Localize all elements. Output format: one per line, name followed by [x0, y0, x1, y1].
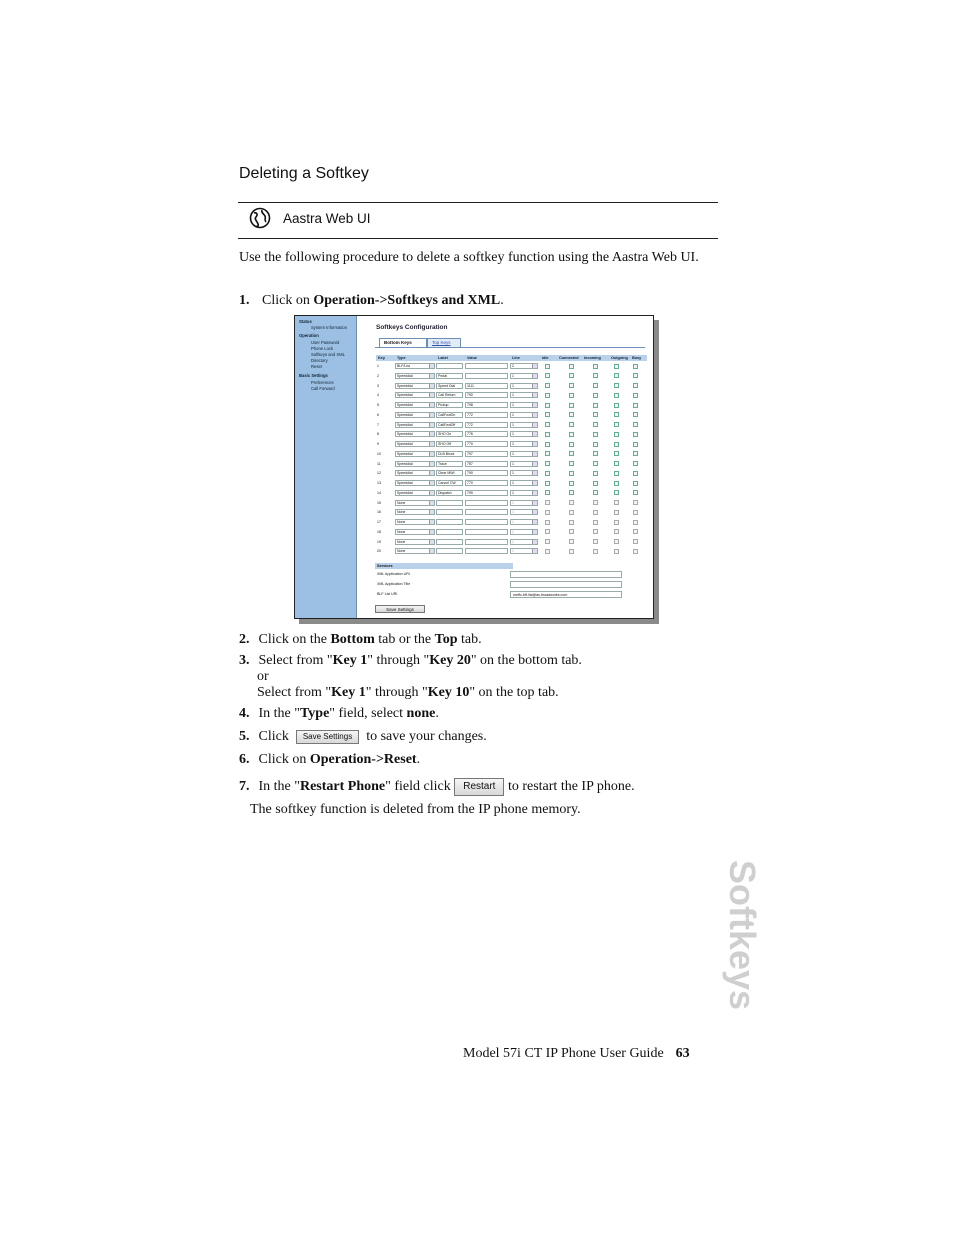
state-checkbox[interactable]	[614, 412, 619, 417]
line-select[interactable]: 1	[510, 441, 538, 447]
label-input[interactable]: Trace	[436, 461, 463, 467]
state-checkbox[interactable]	[593, 461, 598, 466]
type-select[interactable]: Speeddial	[395, 470, 435, 476]
state-checkbox[interactable]	[545, 364, 550, 369]
state-checkbox[interactable]	[614, 539, 619, 544]
type-select[interactable]: None	[395, 519, 435, 525]
value-input[interactable]	[465, 373, 508, 379]
bottom-rule	[238, 238, 718, 239]
value-input[interactable]	[465, 500, 508, 506]
state-checkbox[interactable]	[569, 490, 574, 495]
key-number: 18	[377, 529, 381, 534]
state-checkbox[interactable]	[633, 549, 638, 554]
state-checkbox[interactable]	[633, 490, 638, 495]
line-select[interactable]: 1	[510, 529, 538, 535]
state-checkbox[interactable]	[569, 442, 574, 447]
column-header: Busy	[630, 355, 647, 361]
state-checkbox[interactable]	[593, 510, 598, 515]
value-input[interactable]: 790	[465, 470, 508, 476]
type-select[interactable]: Speeddial	[395, 461, 435, 467]
chevron-down-icon[interactable]	[532, 442, 537, 446]
line-select[interactable]: 1	[510, 548, 538, 554]
label-input[interactable]	[436, 548, 463, 554]
state-checkbox[interactable]	[633, 481, 638, 486]
type-select[interactable]: Speeddial	[395, 402, 435, 408]
chevron-down-icon[interactable]	[532, 374, 537, 378]
state-checkbox[interactable]	[633, 529, 638, 534]
state-checkbox[interactable]	[633, 451, 638, 456]
nav-item[interactable]: Call Forward	[311, 386, 335, 391]
state-checkbox[interactable]	[614, 471, 619, 476]
type-select[interactable]: Speeddial	[395, 431, 435, 437]
state-checkbox[interactable]	[614, 481, 619, 486]
state-checkbox[interactable]	[593, 520, 598, 525]
chevron-down-icon[interactable]	[429, 491, 434, 495]
label-input[interactable]: Dispatch	[436, 490, 463, 496]
value-input[interactable]	[465, 363, 508, 369]
state-checkbox[interactable]	[614, 432, 619, 437]
state-checkbox[interactable]	[593, 490, 598, 495]
state-checkbox[interactable]	[569, 481, 574, 486]
type-select[interactable]: None	[395, 500, 435, 506]
chevron-down-icon[interactable]	[429, 510, 434, 514]
state-checkbox[interactable]	[593, 529, 598, 534]
chevron-down-icon[interactable]	[429, 530, 434, 534]
state-checkbox[interactable]	[633, 373, 638, 378]
type-select[interactable]: None	[395, 529, 435, 535]
value-input[interactable]	[465, 548, 508, 554]
key-number: 5	[377, 403, 379, 407]
value-input[interactable]	[465, 529, 508, 535]
chevron-down-icon[interactable]	[429, 481, 434, 485]
line-select[interactable]: 1	[510, 470, 538, 476]
state-checkbox[interactable]	[614, 422, 619, 427]
chevron-down-icon[interactable]	[532, 520, 537, 524]
chevron-down-icon[interactable]	[532, 393, 537, 397]
chevron-down-icon[interactable]	[532, 432, 537, 436]
state-checkbox[interactable]	[545, 549, 550, 554]
state-checkbox[interactable]	[569, 403, 574, 408]
line-select[interactable]: 1	[510, 519, 538, 525]
line-select[interactable]: 1	[510, 392, 538, 398]
value-input[interactable]: 757	[465, 461, 508, 467]
state-checkbox[interactable]	[545, 451, 550, 456]
label-input[interactable]: DLB Block	[436, 451, 463, 457]
screenshot-nav	[295, 316, 357, 618]
type-select[interactable]: Speeddial	[395, 441, 435, 447]
state-checkbox[interactable]	[593, 539, 598, 544]
column-header: Connected	[557, 355, 583, 361]
state-checkbox[interactable]	[593, 403, 598, 408]
state-checkbox[interactable]	[593, 432, 598, 437]
nav-item[interactable]: Operation	[299, 333, 319, 338]
line-select[interactable]: 1	[510, 422, 538, 428]
line-select[interactable]: 1	[510, 431, 538, 437]
step-6: 6. Click on Operation->Reset.	[239, 752, 421, 767]
key-number: 11	[377, 461, 381, 466]
key-number: 17	[377, 520, 381, 524]
state-checkbox[interactable]	[633, 364, 638, 369]
line-select[interactable]: 1	[510, 373, 538, 379]
label-input[interactable]	[436, 519, 463, 525]
key-number: 19	[377, 539, 381, 544]
footer	[463, 1046, 690, 1062]
service-label: XML Application URI	[377, 572, 410, 576]
state-checkbox[interactable]	[569, 510, 574, 515]
value-input[interactable]: 772	[465, 412, 508, 418]
step-3: 3. Select from "Key 1" through "Key 20" on the bottom tab.	[239, 653, 582, 668]
chevron-down-icon[interactable]	[532, 471, 537, 475]
state-checkbox[interactable]	[545, 461, 550, 466]
state-checkbox[interactable]	[545, 510, 550, 515]
column-header: Label	[436, 355, 466, 361]
chevron-down-icon[interactable]	[429, 471, 434, 475]
column-header: Type	[395, 355, 437, 361]
chevron-down-icon[interactable]	[429, 384, 434, 388]
state-checkbox[interactable]	[545, 373, 550, 378]
chevron-down-icon[interactable]	[532, 491, 537, 495]
value-input[interactable]	[465, 509, 508, 515]
state-checkbox[interactable]	[569, 549, 574, 554]
state-checkbox[interactable]	[614, 451, 619, 456]
chevron-down-icon[interactable]	[532, 384, 537, 388]
label-input[interactable]	[436, 539, 463, 545]
state-checkbox[interactable]	[545, 432, 550, 437]
type-select[interactable]: Speeddial	[395, 373, 435, 379]
key-number: 1	[377, 364, 379, 368]
state-checkbox[interactable]	[614, 383, 619, 388]
state-checkbox[interactable]	[545, 403, 550, 408]
type-select[interactable]: Speeddial	[395, 451, 435, 457]
services-header: Services	[375, 563, 513, 569]
save-settings-inline-button[interactable]: Save Settings	[296, 730, 359, 744]
value-input[interactable]: 770	[465, 441, 508, 447]
softkeys-config-title: Softkeys Configuration	[376, 324, 448, 331]
state-checkbox[interactable]	[569, 461, 574, 466]
nav-item[interactable]: Reset	[311, 364, 322, 369]
chevron-down-icon[interactable]	[429, 520, 434, 524]
state-checkbox[interactable]	[569, 422, 574, 427]
state-checkbox[interactable]	[545, 471, 550, 476]
chevron-down-icon[interactable]	[532, 549, 537, 553]
label-input[interactable]	[436, 363, 463, 369]
state-checkbox[interactable]	[593, 481, 598, 486]
label-input[interactable]: SHO Off	[436, 441, 463, 447]
column-header: Outgoing	[609, 355, 631, 361]
step-5: 5. Click Save Settings to save your changes.	[239, 729, 487, 744]
label-input[interactable]	[436, 509, 463, 515]
state-checkbox[interactable]	[633, 539, 638, 544]
nav-item[interactable]: Preferences	[311, 380, 334, 385]
chevron-down-icon[interactable]	[429, 374, 434, 378]
type-select[interactable]: Speeddial	[395, 422, 435, 428]
state-checkbox[interactable]	[633, 500, 638, 505]
state-checkbox[interactable]	[614, 529, 619, 534]
state-checkbox[interactable]	[569, 412, 574, 417]
state-checkbox[interactable]	[633, 432, 638, 437]
state-checkbox[interactable]	[593, 549, 598, 554]
state-checkbox[interactable]	[569, 529, 574, 534]
state-checkbox[interactable]	[633, 510, 638, 515]
tab-top-keys[interactable]: Top Keys	[427, 338, 461, 348]
state-checkbox[interactable]	[569, 383, 574, 388]
line-select[interactable]: 2	[510, 363, 538, 369]
nav-item[interactable]: System Information	[311, 325, 348, 330]
state-checkbox[interactable]	[545, 383, 550, 388]
chevron-down-icon[interactable]	[429, 501, 434, 505]
state-checkbox[interactable]	[614, 520, 619, 525]
state-checkbox[interactable]	[614, 393, 619, 398]
label-input[interactable]: Call Return	[436, 392, 463, 398]
line-select[interactable]: 1	[510, 480, 538, 486]
key-number: 10	[377, 451, 381, 456]
state-checkbox[interactable]	[614, 549, 619, 554]
type-select[interactable]: Speeddial	[395, 480, 435, 486]
chevron-down-icon[interactable]	[429, 452, 434, 456]
label-input[interactable]	[436, 529, 463, 535]
service-input[interactable]	[510, 581, 622, 588]
chevron-down-icon[interactable]	[532, 462, 537, 466]
tab-underline	[375, 347, 645, 348]
state-checkbox[interactable]	[545, 442, 550, 447]
state-checkbox[interactable]	[614, 364, 619, 369]
state-checkbox[interactable]	[593, 364, 598, 369]
label-input[interactable]: Speed Dial	[436, 383, 463, 389]
state-checkbox[interactable]	[545, 490, 550, 495]
type-select[interactable]: Speeddial	[395, 392, 435, 398]
key-number: 13	[377, 481, 381, 485]
chevron-down-icon[interactable]	[429, 393, 434, 397]
line-select[interactable]: 1	[510, 451, 538, 457]
label-input[interactable]: Pickup	[436, 402, 463, 408]
state-checkbox[interactable]	[593, 422, 598, 427]
value-input[interactable]: 790	[465, 392, 508, 398]
nav-item[interactable]: User Password	[311, 340, 340, 345]
chevron-down-icon[interactable]	[429, 403, 434, 407]
step-1: 1. Click on Operation->Softkeys and XML.	[239, 293, 504, 308]
chevron-down-icon[interactable]	[429, 423, 434, 427]
line-select[interactable]: 1	[510, 402, 538, 408]
service-label: BLF List URI	[377, 592, 398, 596]
nav-item[interactable]: Basic Settings	[299, 373, 328, 378]
restart-inline-button[interactable]: Restart	[454, 778, 504, 796]
state-checkbox[interactable]	[569, 432, 574, 437]
type-select[interactable]: Speeddial	[395, 490, 435, 496]
chevron-down-icon[interactable]	[429, 432, 434, 436]
value-input[interactable]: 799	[465, 490, 508, 496]
value-input[interactable]: 798	[465, 402, 508, 408]
service-input[interactable]: metfc-bff-list@as.broadworks.com	[510, 591, 622, 598]
line-select[interactable]: 1	[510, 490, 538, 496]
line-select[interactable]: 1	[510, 509, 538, 515]
chevron-down-icon[interactable]	[532, 364, 537, 368]
label-input[interactable]	[436, 500, 463, 506]
type-select[interactable]: BLF/List	[395, 363, 435, 369]
type-select[interactable]: None	[395, 548, 435, 554]
key-number: 9	[377, 442, 379, 446]
key-number: 20	[377, 549, 381, 554]
top-rule	[238, 202, 718, 203]
nav-item[interactable]: Softkeys and XML	[311, 352, 345, 357]
label-input[interactable]: Pedal	[436, 373, 463, 379]
state-checkbox[interactable]	[545, 539, 550, 544]
key-number: 7	[377, 422, 379, 427]
label-input[interactable]: SHO On	[436, 431, 463, 437]
state-checkbox[interactable]	[569, 471, 574, 476]
label-input[interactable]: Clear MWI	[436, 470, 463, 476]
value-input[interactable]: 1111	[465, 383, 508, 389]
chevron-down-icon[interactable]	[429, 413, 434, 417]
chevron-down-icon[interactable]	[532, 413, 537, 417]
type-select[interactable]: None	[395, 539, 435, 545]
footer-title: Model 57i CT IP Phone User Guide	[463, 1046, 664, 1061]
state-checkbox[interactable]	[614, 442, 619, 447]
state-checkbox[interactable]	[569, 393, 574, 398]
chevron-down-icon[interactable]	[532, 481, 537, 485]
state-checkbox[interactable]	[569, 451, 574, 456]
chevron-down-icon[interactable]	[532, 530, 537, 534]
chevron-down-icon[interactable]	[429, 442, 434, 446]
state-checkbox[interactable]	[545, 500, 550, 505]
chevron-down-icon[interactable]	[429, 540, 434, 544]
type-select[interactable]: Speeddial	[395, 383, 435, 389]
globe-icon	[249, 207, 271, 229]
column-header: Value	[465, 355, 511, 361]
state-checkbox[interactable]	[593, 373, 598, 378]
label-input[interactable]: CallFwdOff	[436, 422, 463, 428]
state-checkbox[interactable]	[593, 500, 598, 505]
state-checkbox[interactable]	[633, 442, 638, 447]
line-select[interactable]: 1	[510, 461, 538, 467]
column-header: Idle	[540, 355, 558, 361]
save-settings-button[interactable]: Save Settings	[375, 605, 425, 613]
line-select[interactable]: 1	[510, 500, 538, 506]
key-number: 12	[377, 471, 381, 476]
state-checkbox[interactable]	[633, 403, 638, 408]
state-checkbox[interactable]	[545, 412, 550, 417]
state-checkbox[interactable]	[614, 500, 619, 505]
value-input[interactable]	[465, 539, 508, 545]
column-header: Key	[376, 355, 396, 361]
state-checkbox[interactable]	[614, 461, 619, 466]
step-3-alt: Select from "Key 1" through "Key 10" on the top tab.	[257, 685, 559, 700]
result-text: The softkey function is deleted from the IP phone memory.	[250, 802, 581, 817]
web-ui-banner	[249, 207, 371, 229]
value-input[interactable]: 776	[465, 431, 508, 437]
step-3-or: or	[257, 669, 269, 684]
nav-item[interactable]: Phone Lock	[311, 346, 334, 351]
nav-item[interactable]: Status	[299, 319, 312, 324]
web-ui-label: Aastra Web UI	[283, 210, 371, 226]
page-number: 63	[675, 1046, 690, 1061]
state-checkbox[interactable]	[569, 520, 574, 525]
key-number: 3	[377, 383, 379, 388]
key-number: 8	[377, 432, 379, 437]
state-checkbox[interactable]	[545, 481, 550, 486]
state-checkbox[interactable]	[569, 364, 574, 369]
step-2: 2. Click on the Bottom tab or the Top tab.	[239, 632, 482, 647]
value-input[interactable]: 770	[465, 480, 508, 486]
state-checkbox[interactable]	[569, 500, 574, 505]
state-checkbox[interactable]	[545, 529, 550, 534]
line-select[interactable]: 1	[510, 383, 538, 389]
state-checkbox[interactable]	[614, 510, 619, 515]
state-checkbox[interactable]	[569, 373, 574, 378]
chevron-down-icon[interactable]	[532, 452, 537, 456]
chevron-down-icon[interactable]	[532, 501, 537, 505]
state-checkbox[interactable]	[633, 383, 638, 388]
key-number: 6	[377, 412, 379, 417]
label-input[interactable]: CallFwdOn	[436, 412, 463, 418]
chevron-down-icon[interactable]	[532, 540, 537, 544]
state-checkbox[interactable]	[593, 442, 598, 447]
state-checkbox[interactable]	[614, 373, 619, 378]
column-header: Line	[510, 355, 540, 361]
value-input[interactable]: 772	[465, 422, 508, 428]
nav-item[interactable]: Directory	[311, 358, 328, 363]
state-checkbox[interactable]	[545, 520, 550, 525]
state-checkbox[interactable]	[545, 393, 550, 398]
chevron-down-icon[interactable]	[532, 423, 537, 427]
state-checkbox[interactable]	[633, 471, 638, 476]
state-checkbox[interactable]	[614, 403, 619, 408]
service-input[interactable]	[510, 571, 622, 578]
state-checkbox[interactable]	[633, 412, 638, 417]
intro-paragraph: Use the following procedure to delete a softkey function using the Aastra Web UI.	[239, 250, 699, 265]
section-title: Deleting a Softkey	[239, 165, 369, 182]
service-label: XML Application Title	[377, 582, 411, 586]
state-checkbox[interactable]	[593, 383, 598, 388]
step-7: 7. In the "Restart Phone" field click Restart to restart the IP phone.	[239, 779, 635, 795]
side-tab-label: Softkeys	[722, 860, 763, 1011]
state-checkbox[interactable]	[633, 520, 638, 525]
line-select[interactable]: 1	[510, 539, 538, 545]
tab-bottom-keys[interactable]: Bottom Keys	[379, 338, 427, 348]
key-number: 16	[377, 510, 381, 515]
step-4: 4. In the "Type" field, select none.	[239, 706, 439, 721]
label-input[interactable]: Cancel CW	[436, 480, 463, 486]
column-header: Incoming	[582, 355, 610, 361]
value-input[interactable]: 797	[465, 451, 508, 457]
key-number: 14	[377, 490, 381, 495]
state-checkbox[interactable]	[545, 422, 550, 427]
softkeys-screenshot	[294, 315, 654, 619]
type-select[interactable]: Speeddial	[395, 412, 435, 418]
state-checkbox[interactable]	[633, 461, 638, 466]
chevron-down-icon[interactable]	[532, 510, 537, 514]
chevron-down-icon[interactable]	[532, 403, 537, 407]
side-tab	[718, 860, 763, 1020]
line-select[interactable]: 1	[510, 412, 538, 418]
type-select[interactable]: None	[395, 509, 435, 515]
state-checkbox[interactable]	[593, 412, 598, 417]
state-checkbox[interactable]	[614, 490, 619, 495]
value-input[interactable]	[465, 519, 508, 525]
state-checkbox[interactable]	[593, 471, 598, 476]
state-checkbox[interactable]	[569, 539, 574, 544]
chevron-down-icon[interactable]	[429, 549, 434, 553]
key-number: 4	[377, 393, 379, 398]
chevron-down-icon[interactable]	[429, 364, 434, 368]
state-checkbox[interactable]	[593, 393, 598, 398]
key-number: 2	[377, 373, 379, 378]
key-number: 15	[377, 500, 381, 505]
chevron-down-icon[interactable]	[429, 462, 434, 466]
state-checkbox[interactable]	[633, 422, 638, 427]
state-checkbox[interactable]	[633, 393, 638, 398]
state-checkbox[interactable]	[593, 451, 598, 456]
